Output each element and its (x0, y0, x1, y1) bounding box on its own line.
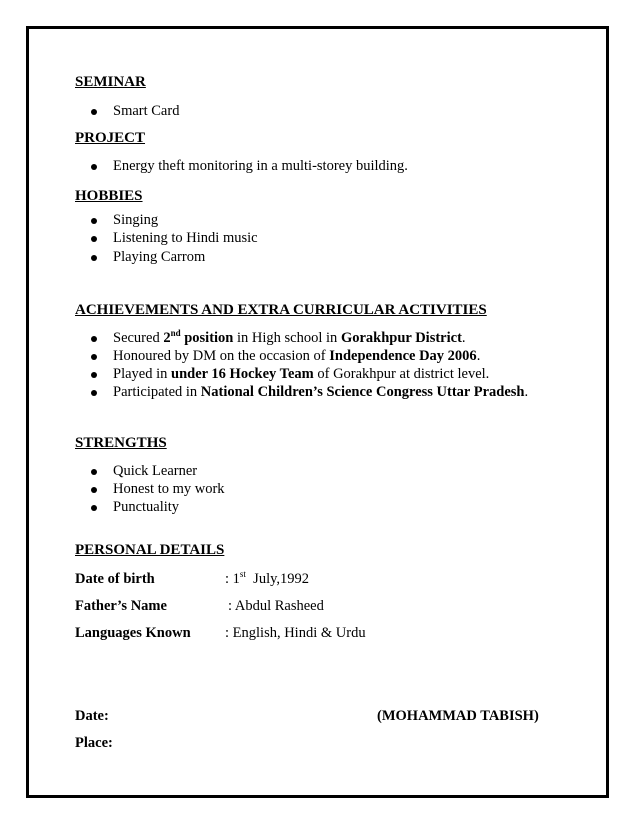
bullet-icon (91, 354, 97, 360)
bullet-icon (91, 218, 97, 224)
bullet-icon (91, 109, 97, 115)
seminar-heading: SEMINAR (75, 74, 146, 90)
bullet-icon (91, 236, 97, 242)
list-item-text: Smart Card (113, 103, 180, 119)
bullet-icon (91, 372, 97, 378)
bullet-icon (91, 505, 97, 511)
bullet-icon (91, 469, 97, 475)
list-item-text: Listening to Hindi music (113, 230, 258, 246)
list-item-text: Honest to my work (113, 481, 225, 497)
languages-label: Languages Known (75, 625, 191, 641)
list-item-text: Quick Learner (113, 463, 198, 479)
personal-details-heading: PERSONAL DETAILS (75, 542, 225, 558)
father-name-value: : Abdul Rasheed (228, 598, 324, 614)
signature-name: (MOHAMMAD TABISH) (377, 708, 539, 724)
bullet-icon (91, 390, 97, 396)
dob-label: Date of birth (75, 571, 155, 587)
list-item-text: Punctuality (113, 499, 180, 515)
languages-value: : English, Hindi & Urdu (225, 625, 366, 641)
bullet-icon (91, 336, 97, 342)
hobbies-heading: HOBBIES (75, 188, 143, 204)
list-item-text: Played in under 16 Hockey Team of Gorakhpur at district level. (113, 366, 490, 382)
project-heading: PROJECT (75, 130, 146, 146)
date-label: Date: (75, 708, 109, 724)
bullet-icon (91, 164, 97, 170)
list-item-text: Participated in National Children’s Science Congress Uttar Pradesh. (113, 384, 529, 400)
list-item-text: Singing (113, 212, 159, 228)
dob-value: : 1st July,1992 (225, 569, 310, 587)
achievements-heading: ACHIEVEMENTS AND EXTRA CURRICULAR ACTIVITIES (75, 302, 487, 318)
list-item-text: Secured 2nd position in High school in Gorakhpur District. (113, 328, 466, 346)
list-item-text: Playing Carrom (113, 249, 206, 265)
list-item-text: Honoured by DM on the occasion of Independence Day 2006. (113, 348, 481, 364)
place-label: Place: (75, 735, 113, 751)
bullet-icon (91, 255, 97, 261)
father-name-label: Father’s Name (75, 598, 167, 614)
strengths-heading: STRENGTHS (75, 435, 167, 451)
bullet-icon (91, 487, 97, 493)
list-item-text: Energy theft monitoring in a multi-storey building. (113, 158, 408, 174)
